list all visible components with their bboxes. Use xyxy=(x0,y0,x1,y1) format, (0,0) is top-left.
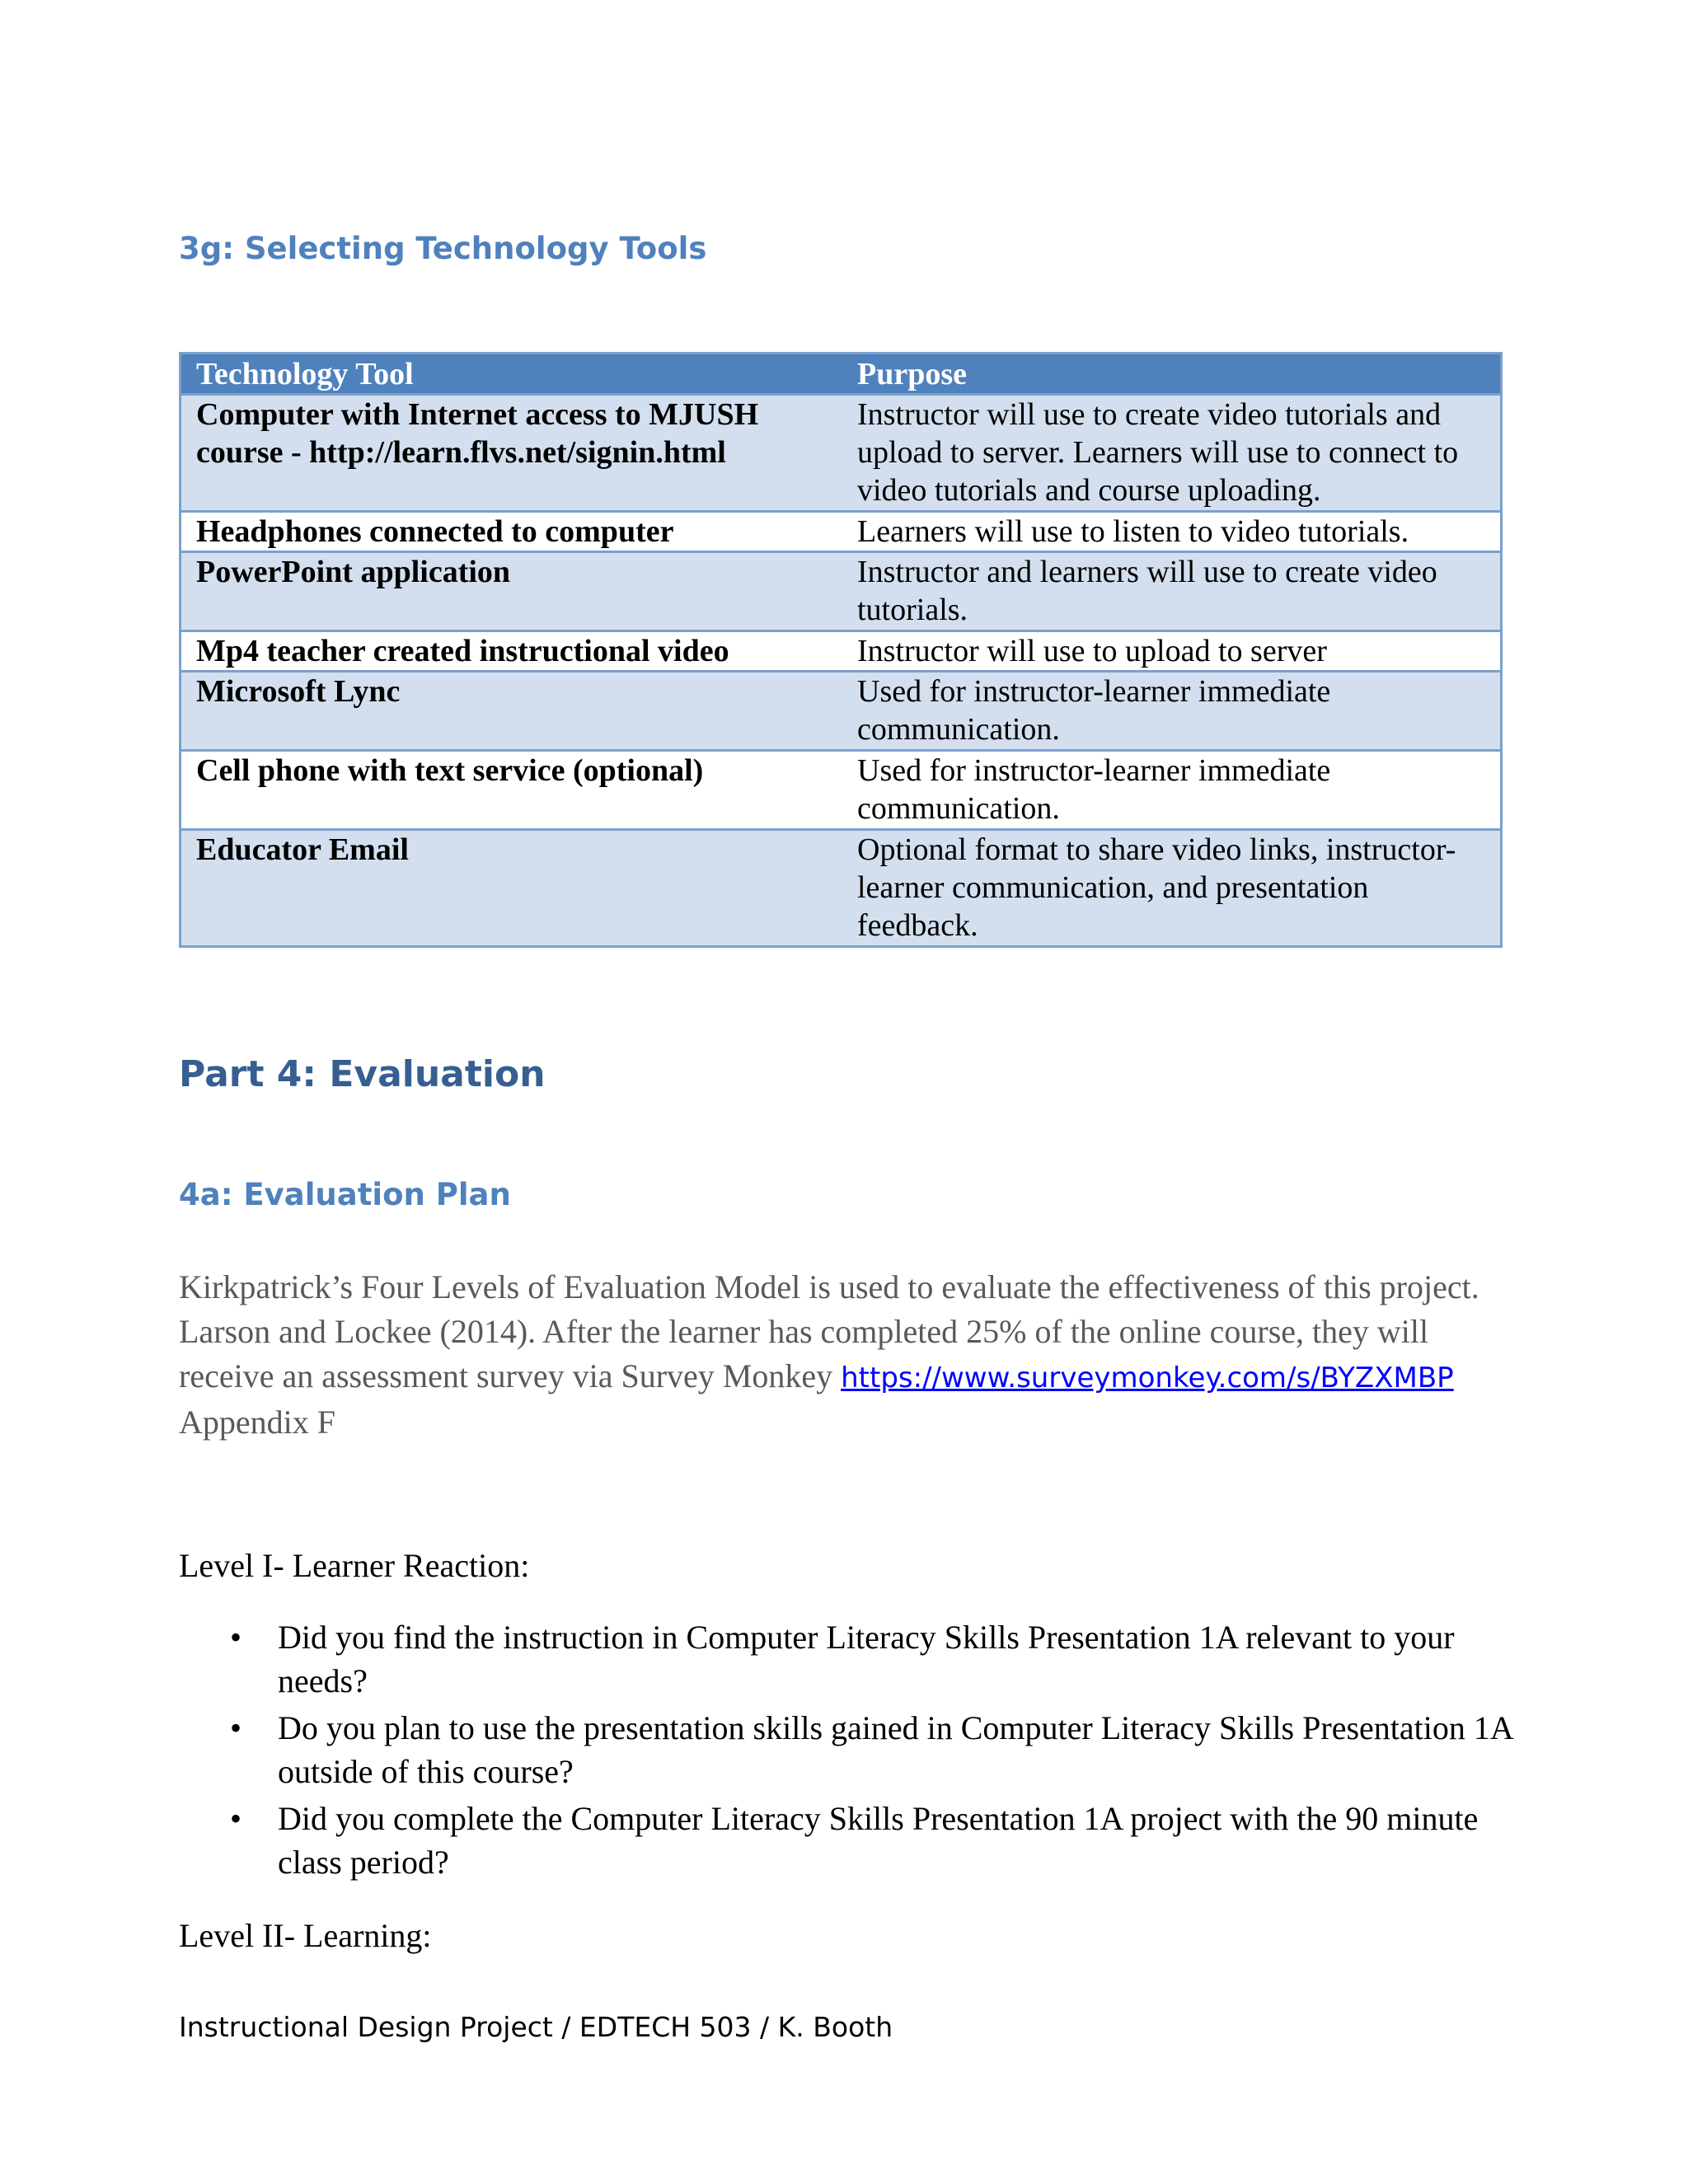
tool-cell: Mp4 teacher created instructional video xyxy=(181,631,843,672)
purpose-cell: Used for instructor-learner immediate communication. xyxy=(842,672,1502,751)
tool-cell: Microsoft Lync xyxy=(181,672,843,751)
table-row xyxy=(181,830,1502,947)
table-row xyxy=(181,751,1502,830)
level-2-label: Level II- Learning: xyxy=(179,1917,432,1954)
bullet-icon: • xyxy=(230,1800,242,1837)
technology-tools-table xyxy=(179,352,1503,948)
question-text: Did you complete the Computer Literacy Skills Presentation 1A project with the 90 minute class period? xyxy=(278,1800,1479,1881)
list-item xyxy=(179,1615,1514,1703)
section-heading-3g: 3g: Selecting Technology Tools xyxy=(179,231,707,266)
table-row xyxy=(181,395,1502,512)
tool-cell: Educator Email xyxy=(181,830,843,947)
purpose-cell: Learners will use to listen to video tutorials. xyxy=(842,512,1502,552)
level-1-label: Level I- Learner Reaction: xyxy=(179,1547,530,1584)
question-text: Do you plan to use the presentation skills gained in Computer Literacy Skills Presentation 1A outside of this course? xyxy=(278,1709,1512,1790)
page-footer: Instructional Design Project / EDTECH 503 / K. Booth xyxy=(179,2011,893,2043)
table-row xyxy=(181,552,1502,631)
tool-cell: Cell phone with text service (optional) xyxy=(181,751,843,830)
bullet-icon: • xyxy=(230,1709,242,1746)
table-row xyxy=(181,631,1502,672)
part-4-heading: Part 4: Evaluation xyxy=(179,1053,546,1095)
level-1-question-list xyxy=(179,1615,1514,1887)
section-heading-4a: 4a: Evaluation Plan xyxy=(179,1177,511,1212)
evaluation-text: Kirkpatrick’s Four Levels of Evaluation Model is used to evaluate the effectiveness of this project. Larson and Lockee (2014). After the learner has completed 25% of the online course, they will receive an assessment survey via Survey Monkey xyxy=(179,1268,1479,1394)
table-row xyxy=(181,672,1502,751)
tool-cell: Headphones connected to computer xyxy=(181,512,843,552)
tool-cell: Computer with Internet access to MJUSH course - http://learn.flvs.net/signin.html xyxy=(181,395,843,512)
table-header-row xyxy=(181,354,1502,395)
question-text: Did you find the instruction in Computer Literacy Skills Presentation 1A relevant to your needs? xyxy=(278,1619,1455,1699)
column-header-tool: Technology Tool xyxy=(181,354,843,395)
list-item xyxy=(179,1706,1514,1793)
appendix-reference: Appendix F xyxy=(179,1404,335,1441)
purpose-cell: Instructor will use to create video tutorials and upload to server. Learners will use to connect to video tutorials and course uploading. xyxy=(842,395,1502,512)
purpose-cell: Instructor will use to upload to server xyxy=(842,631,1502,672)
evaluation-paragraph xyxy=(179,1265,1514,1445)
tool-cell: PowerPoint application xyxy=(181,552,843,631)
survey-link[interactable]: https://www.surveymonkey.com/s/BYZXMBP xyxy=(841,1361,1454,1394)
table-row xyxy=(181,512,1502,552)
column-header-purpose: Purpose xyxy=(842,354,1502,395)
purpose-cell: Instructor and learners will use to create video tutorials. xyxy=(842,552,1502,631)
purpose-cell: Optional format to share video links, instructor-learner communication, and presentation feedback. xyxy=(842,830,1502,947)
list-item xyxy=(179,1797,1514,1884)
bullet-icon: • xyxy=(230,1619,242,1656)
purpose-cell: Used for instructor-learner immediate communication. xyxy=(842,751,1502,830)
